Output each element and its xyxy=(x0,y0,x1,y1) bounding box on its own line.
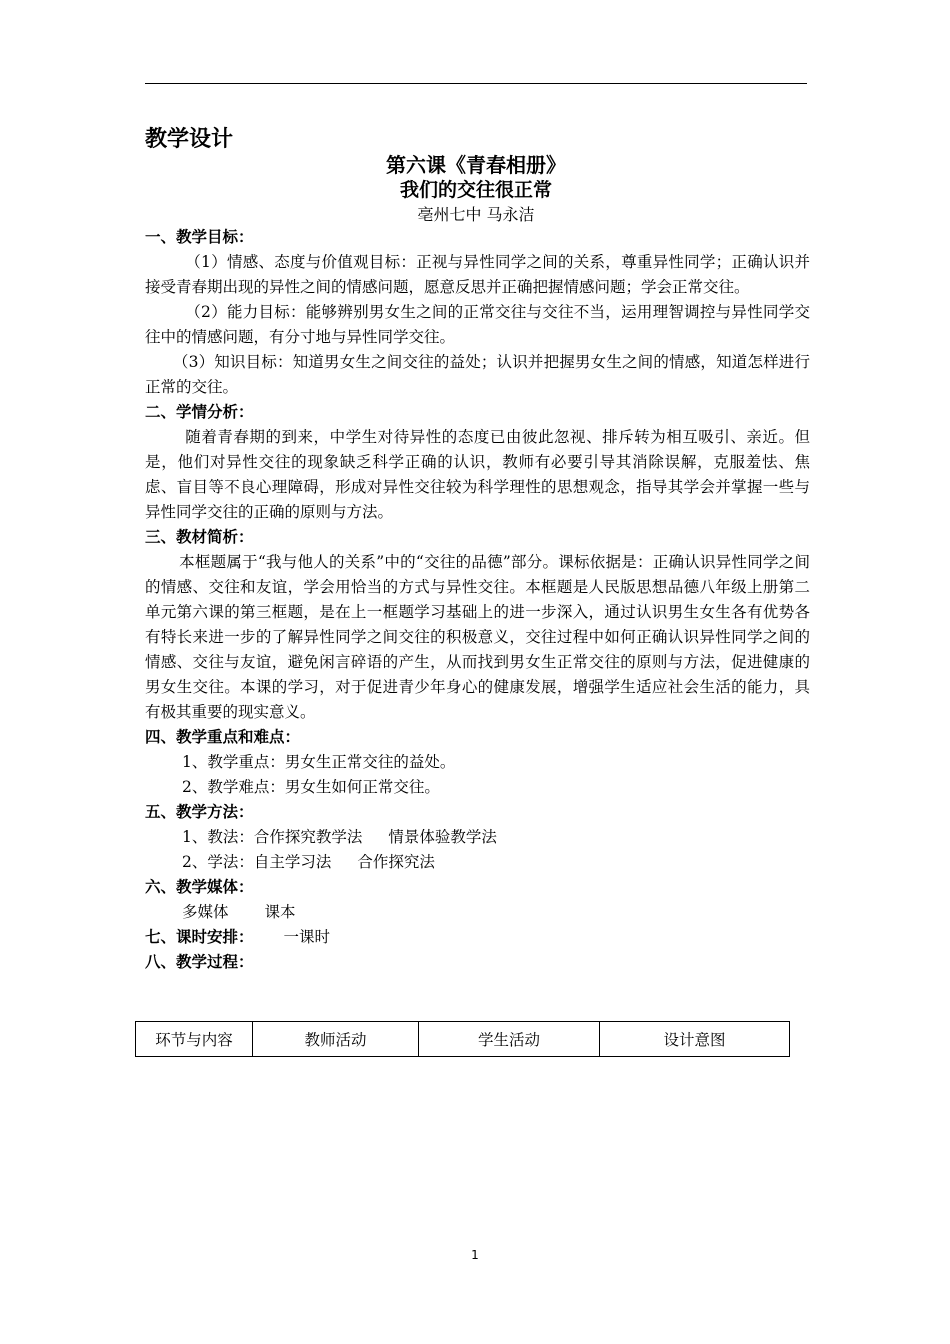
section-heading-methods: 五、教学方法： xyxy=(145,803,254,821)
table-header-row xyxy=(136,1022,790,1057)
schedule-value: 一课时 xyxy=(283,928,331,946)
author-line: 亳州七中 马永洁 xyxy=(417,205,535,224)
learning-method-item xyxy=(145,850,810,875)
table-header-cell: 设计意图 xyxy=(600,1022,790,1057)
teaching-method-a: 1、教法：合作探究教学法 xyxy=(182,828,363,846)
media-b: 课本 xyxy=(264,903,296,921)
section-heading-materials: 三、教材简析： xyxy=(145,528,254,546)
teaching-method-item xyxy=(145,825,810,850)
section-heading-schedule: 七、课时安排： xyxy=(145,928,254,946)
objective-ability: （2）能力目标：能够辨别男女生之间的正常交往与交往不当，运用理智调控与异性同学交往中的情感问题，有分寸地与异性同学交往。 xyxy=(145,303,810,346)
learning-method-a: 2、学法：自主学习法 xyxy=(182,853,332,871)
media-a: 多媒体 xyxy=(182,903,229,921)
table-header-cell: 学生活动 xyxy=(419,1022,600,1057)
teaching-method-b: 情景体验教学法 xyxy=(388,828,497,846)
difficulty-item: 2、教学难点：男女生如何正常交往。 xyxy=(182,778,440,796)
analysis-paragraph: 随着青春期的到来，中学生对待异性的态度已由彼此忽视、排斥转为相互吸引、亲近。但是，他们对异性交往的现象缺乏科学正确的认识，教师有必要引导其消除误解，克服羞怯、焦虑、盲目等不良心理障碍，形成对异性交往较为科学理性的思想观念，指导其学会并掌握一些与异性同学交往的正确的原则与方法。 xyxy=(145,428,810,521)
section-heading-focus: 四、教学重点和难点： xyxy=(145,728,301,746)
lesson-title: 第六课《青春相册》 xyxy=(386,153,566,177)
objective-knowledge: （3）知识目标：知道男女生之间交往的益处；认识并把握男女生之间的情感，知道怎样进行正常的交往。 xyxy=(145,353,810,396)
section-heading-objectives: 一、教学目标： xyxy=(145,228,254,246)
table-header-cell: 环节与内容 xyxy=(136,1022,253,1057)
learning-method-b: 合作探究法 xyxy=(357,853,435,871)
document-title: 教学设计 xyxy=(145,127,234,152)
section-heading-media: 六、教学媒体： xyxy=(145,878,254,896)
focus-item: 1、教学重点：男女生正常交往的益处。 xyxy=(182,753,456,771)
table-header-cell: 教师活动 xyxy=(253,1022,419,1057)
section-heading-process: 八、教学过程： xyxy=(145,953,254,971)
header-rule xyxy=(145,83,807,84)
materials-paragraph: 本框题属于“我与他人的关系”中的“交往的品德”部分。课标依据是：正确认识异性同学之间的情感、交往和友谊，学会用恰当的方式与异性交往。本框题是人民版思想品德八年级上册第二单元第六课的第三框题，是在上一框题学习基础上的进一步深入，通过认识男生女生各有优势各有特长来进一步的了解异性同学之间交往的积极意义，交往过程中如何正确认识异性同学之间的情感、交往与友谊，避免闲言碎语的产生，从而找到男女生正常交往的原则与方法，促进健康的男女生交往。本课的学习，对于促进青少年身心的健康发展，增强学生适应社会生活的能力，具有极其重要的现实意义。 xyxy=(145,553,810,721)
objective-emotion: （1）情感、态度与价值观目标：正视与异性同学之间的关系，尊重异性同学；正确认识并接受青春期出现的异性之间的情感问题，愿意反思并正确把握情感问题；学会正常交往。 xyxy=(145,253,810,296)
document-body xyxy=(145,225,810,975)
lesson-subtitle: 我们的交往很正常 xyxy=(399,179,552,201)
section-heading-analysis: 二、学情分析： xyxy=(145,403,254,421)
process-table xyxy=(135,1021,790,1057)
schedule-line xyxy=(145,925,810,950)
media-item xyxy=(145,900,810,925)
page-number: 1 xyxy=(471,1248,479,1262)
